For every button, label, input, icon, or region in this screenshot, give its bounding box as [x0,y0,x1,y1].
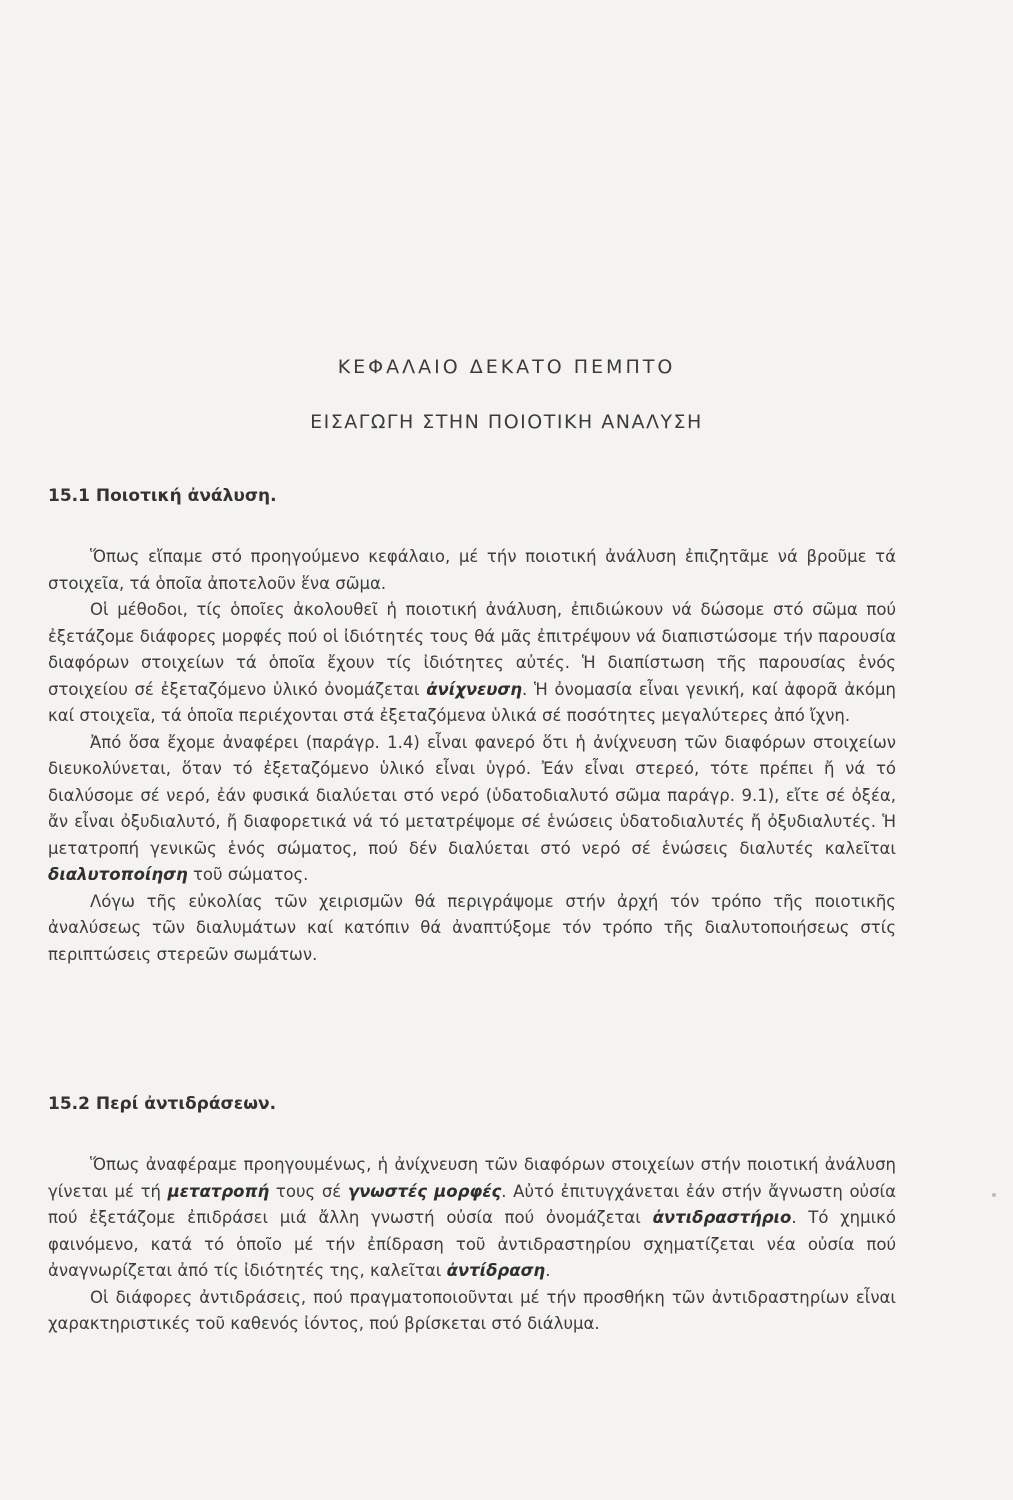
section-heading: 15.2 Περί ἀντιδράσεων. [48,1094,277,1114]
keyword-term: μετατροπή [167,1181,270,1201]
paragraph [48,597,896,730]
paragraph: Λόγω τῆς εὐκολίας τῶν χειρισμῶν θά περιγράψομε στήν ἀρχή τόν τρόπο τῆς ποιοτικῆς ἀναλύσεως τῶν διαλυμάτων καί κατόπιν θά ἀναπτύξομε τόν τρόπο τῆς διαλυτοποιήσεως στίς περιπτώσεις στερεῶν σωμάτων. [48,891,896,964]
keyword-term: ἀνίχνευση [426,679,523,699]
paragraph [48,730,896,889]
keyword-term: ἀντίδραση [446,1261,546,1280]
page-speck [992,1193,996,1197]
paragraph-text: . [545,1261,551,1280]
section-body [48,544,896,968]
section-body [48,1152,896,1338]
paragraph-text: τους σέ [269,1181,348,1201]
paragraph-text: τοῦ σώματος. [187,865,309,884]
section-heading: 15.1 Ποιοτική ἀνάλυση. [48,486,277,506]
keyword-term: ἀντιδραστήριο [652,1208,792,1227]
paragraph [48,1152,896,1285]
paragraph-text: Οἱ μέθοδοι, τίς ὁποῖες ἀκολουθεῖ ἡ ποιοτική ἀνάλυση, ἐπιδιώκουν νά δώσομε στό σῶμα πού ἐξετάζομε διάφορες μορφές πού οἱ ἰδιότητές τους θά μᾶς ἐπιτρέψουν νά διαπιστώσομε τήν παρουσία διαφόρων στοιχείων τά ὁποῖα ἔχουν τίς ἰδιότητες αὐτές. Ἡ διαπίστωση τῆς παρουσίας ἑνός στοιχείου σέ ἐξεταζόμενο ὑλικό ὀνομάζεται [48,600,896,699]
paragraph-text: . Τό χημικό φαινόμενο, κατά τό ὁποῖο μέ τήν ἐπίδραση τοῦ ἀντιδραστηρίου σχηματίζεται νέα οὐσία πού ἀναγνωρίζεται ἀπό τίς ἰδιότητές της, καλεῖται [48,1208,896,1280]
paragraph-text: Ἀπό ὅσα ἔχομε ἀναφέρει (παράγρ. 1.4) εἶναι φανερό ὅτι ἡ ἀνίχνευση τῶν διαφόρων στοιχείων διευκολύνεται, ὅταν τό ἐξεταζόμενο ὑλικό εἶναι ὑγρό. Ἐάν εἶναι στερεό, τότε πρέπει ἤ νά τό διαλύσομε σέ νερό, ἐάν φυσικά διαλύεται στό νερό (ὑδατοδιαλυτό σῶμα παράγρ. 9.1), εἴτε σέ ὀξέα, ἄν εἶναι ὀξυδιαλυτό, ἤ διαφορετικά νά τό μετατρέψομε σέ ἑνώσεις ὑδατοδιαλυτές ἤ ὀξυδιαλυτές. Ἡ μετατροπή γενικῶς ἑνός σώματος, πού δέν διαλύεται στό νερό σέ ἑνώσεις διαλυτές καλεῖται [48,732,896,858]
chapter-title: ΚΕΦΑΛΑΙΟ ΔΕΚΑΤΟ ΠΕΜΠΤΟ [337,356,676,378]
keyword-term: διαλυτοποίηση [48,865,188,884]
chapter-subtitle: ΕΙΣΑΓΩΓΗ ΣΤΗΝ ΠΟΙΟΤΙΚΗ ΑΝΑΛΥΣΗ [310,411,703,433]
keyword-term: γνωστές μορφές [347,1181,502,1201]
paragraph-text: . Αὐτό ἐπιτυγχάνεται ἐάν στήν ἄγνωστη οὐσία πού ἐξετάζομε ἐπιδράσει μιά ἄλλη γνωστή οὐσία πού ὀνομάζεται [48,1181,897,1227]
paragraph: Ὅπως εἴπαμε στό προηγούμενο κεφάλαιο, μέ τήν ποιοτική ἀνάλυση ἐπιζητᾶμε νά βροῦμε τά στοιχεῖα, τά ὁποῖα ἀποτελοῦν ἕνα σῶμα. [48,547,896,593]
paragraph-text: . Ἡ ὀνομασία εἶναι γενική, καί ἀφορᾶ ἀκόμη καί στοιχεῖα, τά ὁποῖα περιέχονται στά ἐξεταζόμενα ὑλικά σέ ποσότητες μεγαλύτερες ἀπό ἴχνη. [48,679,896,725]
paragraph: Οἱ διάφορες ἀντιδράσεις, πού πραγματοποιοῦνται μέ τήν προσθήκη τῶν ἀντιδραστηρίων εἶναι χαρακτηριστικές τοῦ καθενός ἰόντος, πού βρίσκεται στό διάλυμα. [48,1287,896,1333]
paragraph-text: Ὅπως ἀναφέραμε προηγουμένως, ἡ ἀνίχνευση τῶν διαφόρων στοιχείων στήν ποιοτική ἀνάλυση γίνεται μέ τή [48,1155,896,1201]
